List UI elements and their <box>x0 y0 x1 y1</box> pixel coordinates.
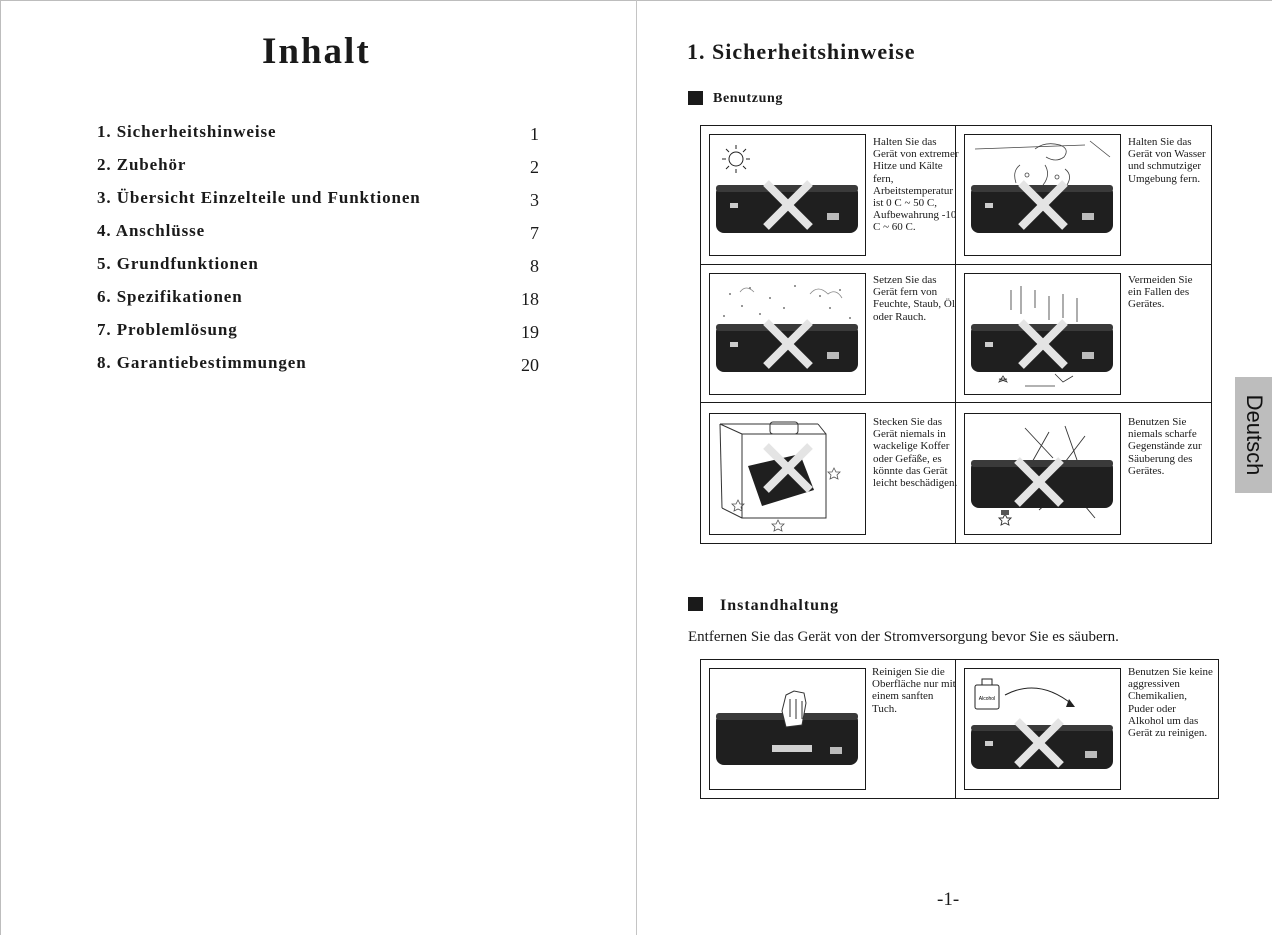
toc-entry[interactable] <box>97 287 542 311</box>
toc-entry-page: 20 <box>521 355 539 375</box>
toc-entry-label: 1. Sicherheitshinweise <box>97 122 277 141</box>
sharp-objects-illustration <box>964 413 1121 535</box>
sun-icon <box>722 145 750 173</box>
heat-cold-illustration <box>709 134 866 256</box>
caption-text: Halten Sie das Gerät von extremer Hitze und Kälte fern, Arbeitstemperatur ist 0 C ~ 50 C, Aufbewahrung -10 C ~ 60 C. <box>873 136 959 234</box>
heading-bullet-square <box>688 597 703 611</box>
toc-entry-page: 3 <box>530 190 539 210</box>
toc-entry-label: 7. Problemlösung <box>97 320 238 339</box>
chemicals-illustration <box>964 668 1121 790</box>
caption-text: Benutzen Sie niemals scharfe Gegenstände zur Säuberung des Gerätes. <box>1128 416 1202 477</box>
toc-entry-label: 6. Spezifikationen <box>97 287 243 306</box>
falling-illustration <box>964 273 1121 395</box>
toc-entry-page: 1 <box>530 124 539 144</box>
grid-divider <box>700 402 1211 403</box>
usage-heading: Benutzung <box>713 91 783 106</box>
arrow-icon <box>1005 688 1073 705</box>
toc-entry[interactable] <box>97 254 542 278</box>
caption-text: Stecken Sie das Gerät niemals in wackelige Koffer oder Gefäße, es könnte das Gerät leicht beschädigen. <box>873 416 958 490</box>
toc-entry[interactable] <box>97 221 542 245</box>
unstable-case-illustration <box>709 413 866 535</box>
water-splash-icon <box>975 141 1110 185</box>
toc-entry-label: 5. Grundfunktionen <box>97 254 259 273</box>
language-side-tab-label: Deutsch <box>1242 394 1267 476</box>
toc-entry[interactable] <box>97 320 542 344</box>
grid-divider <box>700 264 1211 265</box>
toc-entry-page: 18 <box>521 289 539 309</box>
caption-text: Halten Sie das Gerät von Wasser und schmutziger Umgebung fern. <box>1128 136 1206 185</box>
toc-entry-page: 19 <box>521 322 539 342</box>
dust-illustration <box>709 273 866 395</box>
toc-entry-label: 2. Zubehör <box>97 155 187 174</box>
hand-cloth-icon <box>782 691 806 727</box>
toc-entry[interactable] <box>97 122 542 146</box>
section-title: 1. Sicherheitshinweise <box>687 39 916 64</box>
heading-bullet-square <box>688 91 703 105</box>
toc-entry[interactable] <box>97 353 542 377</box>
maintenance-heading: Instandhaltung <box>720 597 839 614</box>
toc-entry[interactable] <box>97 188 542 212</box>
toc-entry[interactable] <box>97 155 542 179</box>
alcohol-bottle-icon <box>975 679 999 709</box>
caption-text: Vermeiden Sie ein Fallen des Gerätes. <box>1128 274 1193 311</box>
soft-cloth-illustration <box>709 668 866 790</box>
toc-entry-page: 8 <box>530 256 539 276</box>
water-illustration <box>964 134 1121 256</box>
toc-title: Inhalt <box>262 31 371 72</box>
page-number: -1- <box>937 889 960 910</box>
toc-entry-label: 3. Übersicht Einzelteile und Funktionen <box>97 188 421 207</box>
caption-text: Benutzen Sie keine aggressiven Chemikalien, Puder oder Alkohol um das Gerät zu reinigen. <box>1128 666 1213 740</box>
caption-text: Setzen Sie das Gerät fern von Feuchte, Staub, Öl oder Rauch. <box>873 274 955 323</box>
toc-entry-label: 8. Garantiebestimmungen <box>97 353 307 372</box>
toc-entry-page: 2 <box>530 157 539 177</box>
page-left-border <box>0 0 1 935</box>
page-gutter <box>636 0 637 935</box>
caption-text: Reinigen Sie die Oberfläche nur mit einem sanften Tuch. <box>872 666 956 715</box>
maintenance-intro: Entfernen Sie das Gerät von der Stromversorgung bevor Sie es säubern. <box>688 629 1119 645</box>
toc-entry-label: 4. Anschlüsse <box>97 221 206 240</box>
toc-entry-page: 7 <box>530 223 539 243</box>
bottle-label: Alcohol <box>978 696 996 702</box>
